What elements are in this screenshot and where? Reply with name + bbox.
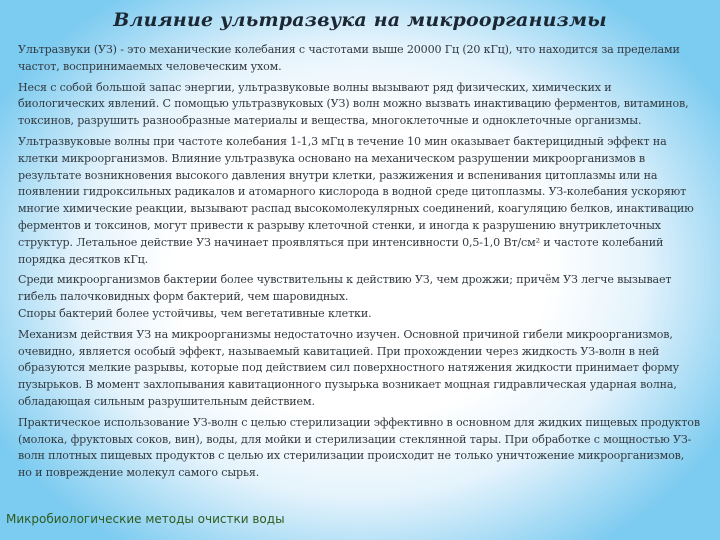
paragraph-cavitation: Механизм действия УЗ на микроорганизмы недостаточно изучен. Основной причиной гибели микроорганизмов, очевидно, является особый эффект, называемый кавитацией. При прохождении через жидкость УЗ-волн в ней образуются мелкие разрывы, которые под действием сил поверхностного натяжения жидкости принимает форму пузырьков. В момент захлопывания кавитационного пузырька возникает мощная гидравлическая ударная волна, обладающая сильным разрушительным действием. [18, 327, 680, 408]
paragraph-ultrasound-definition: Ультразвуки (УЗ) - это механические колебания с частотами выше 20000 Гц (20 кГц), что находится за пределами частот, воспринимаемых человеческим ухом. [18, 43, 680, 73]
paragraph-energy-effects: Неся с собой большой запас энергии, ультразвуковые волны вызывают ряд физических, химических и биологических явлений. С помощью ультразвуковых (УЗ) волн можно вызвать инактивацию ферментов, витаминов, токсинов, разрушить разнообразные материалы и вещества, многоклеточные и одноклеточные организмы. [18, 80, 689, 128]
paragraph-sensitivity: Среди микроорганизмов бактерии более чувствительны к действию УЗ, чем дрожжи; причём УЗ легче вызывает гибель палочковидных форм бактерий, чем шаровидных. [18, 273, 672, 304]
slide-footer: Микробиологические методы очистки воды [6, 512, 285, 526]
paragraph-practical-use: Практическое использование УЗ-волн с целью стерилизации эффективно в основном для жидких пищевых продуктов (молока, фруктовых соков, вин), воды, для мойки и стерилизации стеклянной тары. При обработке с мощностью УЗ-волн плотных пищевых продуктов с целью их стерилизации происходит не только уничтожение микроорганизмов, но и повреждение молекул самого сырья. [18, 415, 700, 480]
paragraph-spores: Споры бактерий более устойчивы, чем вегетативные клетки. [18, 306, 372, 320]
slide-body [18, 42, 700, 486]
slide-title: Влияние ультразвука на микроорганизмы [113, 9, 607, 31]
paragraph-bactericidal-effect: Ультразвуковые волны при частоте колебания 1-1,3 мГц в течение 10 мин оказывает бактерицидный эффект на клетки микроорганизмов. Влияние ультразвука основано на механическом разрушении микроорганизмов в результате возникновения высокого давления внутри клетки, разжижения и вспенивания цитоплазмы или на появлении гидроксильных радикалов и атомарного кислорода в водной среде цитоплазмы. УЗ-колебания ускоряют многие химические реакции, вызывают распад высокомолекулярных соединений, коагуляцию белков, инактивацию ферментов и токсинов, могут привести к разрыву клеточной стенки, и иногда к разрушению внутриклеточных структур. Летальное действие УЗ начинает проявляться при интенсивности 0,5-1,0 Вт/см² и частоте колебаний порядка десятков кГц. [18, 134, 694, 266]
